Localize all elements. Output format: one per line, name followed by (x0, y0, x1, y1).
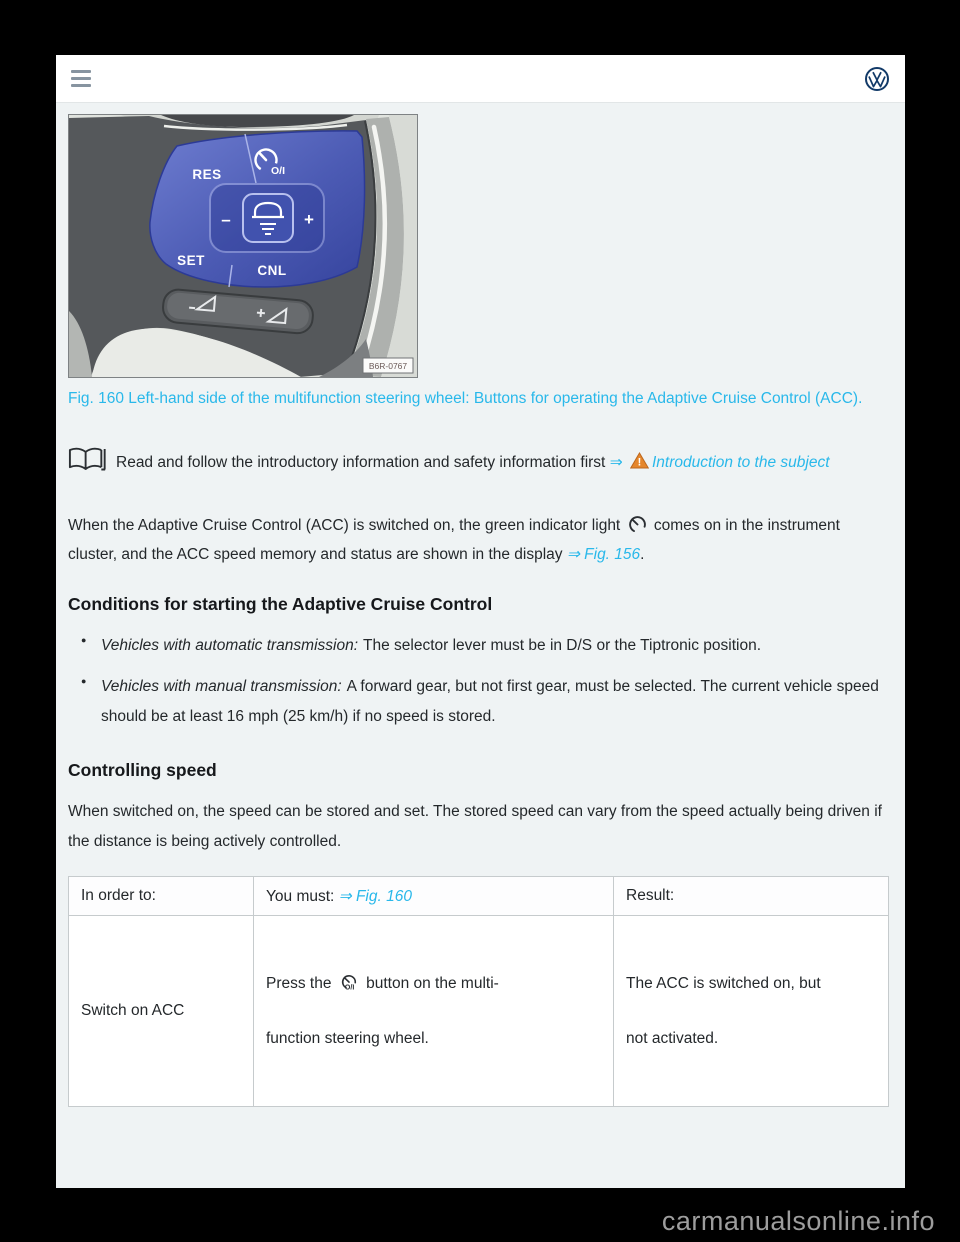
table-row (69, 916, 889, 1107)
intro-paragraph (68, 511, 893, 570)
note-arrow: ⇒ (609, 454, 623, 472)
bullet-text: The selector lever must be in D/S or the Tiptronic position. (363, 636, 762, 654)
menu-bar (71, 77, 91, 81)
set-label: SET (177, 253, 205, 268)
must-line2: function steering wheel. (266, 1030, 429, 1048)
col-header-in-order-to: In order to: (69, 877, 254, 916)
menu-bar (71, 70, 91, 74)
res-label: RES (192, 167, 222, 182)
cell-you-must (254, 916, 614, 1107)
cell-action: Switch on ACC (69, 916, 254, 1107)
list-item (68, 631, 893, 661)
figure-caption: Fig. 160 Left-hand side of the multifunction steering wheel: Buttons for operating the Adaptive Cruise Control (ACC). (68, 390, 863, 407)
result-line1: The ACC is switched on, but (626, 975, 821, 993)
figure-image (68, 114, 418, 378)
conditions-heading: Conditions for starting the Adaptive Cruise Control (68, 593, 493, 614)
menu-icon[interactable] (71, 66, 91, 91)
page-header (56, 55, 905, 103)
intro-part1: When the Adaptive Cruise Control (ACC) is switched on, the green indicator light (68, 516, 621, 534)
book-icon (68, 446, 108, 473)
svg-text:!: ! (637, 457, 642, 470)
note-text: Read and follow the introductory information and safety information first (116, 454, 606, 472)
intro-period: . (640, 546, 645, 564)
plus-label: + (304, 210, 314, 229)
table-header-row (69, 877, 889, 916)
result-line2: not activated. (626, 1030, 719, 1048)
svg-text:O/I: O/I (344, 982, 355, 992)
bullet-text: A forward gear, but not first gear, must be selected. The current vehicle speed should be at least 16 mph (25 km/h) if no speed is stored. (101, 678, 879, 726)
svg-text:O/I: O/I (271, 165, 286, 177)
menu-bar (71, 84, 91, 88)
acc-indicator-icon (628, 515, 647, 534)
vw-logo-icon[interactable] (864, 66, 890, 92)
introduction-link[interactable]: Introduction to the subject (652, 454, 830, 472)
manual-page (56, 55, 905, 1188)
controlling-heading: Controlling speed (68, 760, 217, 781)
read-first-note (68, 446, 893, 477)
cell-result (614, 916, 889, 1107)
acc-operations-table (68, 876, 889, 1107)
intro-part2: comes on in the instrument cluster, and the ACC speed memory and status are shown in the display (68, 516, 840, 564)
warning-triangle-icon (630, 452, 649, 469)
must-line1: button on the multi- (366, 975, 499, 993)
col-header-result: Result: (614, 877, 889, 916)
fig160-link[interactable]: ⇒ Fig. 160 (338, 887, 412, 905)
col-header-you-must (254, 877, 614, 916)
must-prefix: Press the (266, 975, 332, 993)
page-content (56, 114, 905, 1107)
fig156-link[interactable]: ⇒ Fig. 156 (566, 546, 641, 564)
acc-power-button-icon (340, 974, 358, 992)
list-item (68, 672, 893, 732)
conditions-list (68, 631, 893, 733)
minus-label: – (221, 210, 231, 229)
image-ref-label: B6R-0767 (368, 361, 408, 371)
cnl-label: CNL (257, 263, 287, 278)
bullet-lead: Vehicles with manual transmission: (101, 678, 342, 695)
you-must-label: You must: (266, 887, 335, 905)
controlling-paragraph: When switched on, the speed can be stored and set. The stored speed can vary from the speed actually being driven if the distance is being actively controlled. (68, 803, 882, 850)
bullet-lead: Vehicles with automatic transmission: (101, 636, 358, 654)
watermark: carmanualsonline.info (661, 1206, 935, 1236)
steering-wheel-illustration (69, 115, 417, 377)
